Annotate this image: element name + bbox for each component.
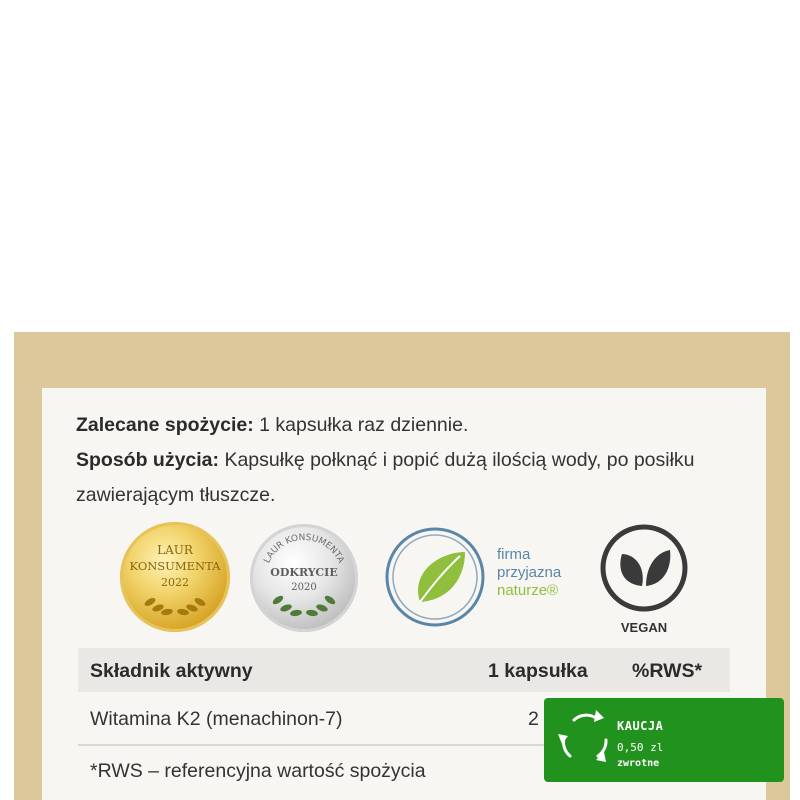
- deposit-price: 0,50 zl: [617, 741, 664, 754]
- eco-badge-line3: naturze®: [497, 582, 559, 599]
- dose-label: Zalecane spożycie:: [76, 414, 254, 436]
- column-header-ingredient: Składnik aktywny: [90, 660, 253, 682]
- silver-medal-line: ODKRYCIE: [270, 566, 338, 579]
- svg-text:LAUR KONSUMENTA: [262, 533, 346, 566]
- eco-badge-line1: firma: [497, 546, 531, 563]
- silver-medal-arc: LAUR KONSUMENTA: [262, 532, 346, 566]
- gold-medal-line1: LAUR: [157, 543, 193, 557]
- recycle-icon: [546, 700, 620, 774]
- gold-medal-year: 2022: [161, 576, 189, 589]
- usage-method: [76, 448, 695, 472]
- method-label: Sposób użycia:: [76, 449, 220, 471]
- odkrycie-2020-medal: [250, 524, 358, 632]
- usage-method-continued: zawierającym tłuszcze.: [76, 484, 276, 506]
- laurel-icon: [250, 524, 358, 632]
- method-value: Kapsułkę połknąć i popić dużą ilością wody, po posiłku: [219, 449, 695, 471]
- rws-footnote: *RWS – referencyjna wartość spożycia: [90, 760, 426, 782]
- deposit-note: zwrotne: [617, 758, 660, 769]
- table-row-amount: 2: [528, 708, 539, 730]
- deposit-title: KAUCJA: [617, 719, 664, 733]
- silver-medal-year: 2020: [291, 582, 317, 593]
- gold-medal-line2: KONSUMENTA: [129, 559, 221, 573]
- dose-value: 1 kapsułka raz dziennie.: [253, 414, 469, 436]
- laur-konsumenta-2022-medal: [120, 522, 230, 632]
- vegan-label: VEGAN: [620, 620, 668, 635]
- laurel-icon: [120, 522, 230, 632]
- eco-badge-line2: przyjazna: [497, 564, 562, 581]
- vegan-leaf-icon: [598, 522, 690, 614]
- recommended-dose: [76, 413, 468, 437]
- leaf-icon: [380, 522, 490, 632]
- column-header-capsule: 1 kapsułka: [488, 660, 588, 682]
- column-header-rws: %RWS*: [632, 660, 703, 682]
- table-row-ingredient-name: Witamina K2 (menachinon-7): [90, 708, 343, 730]
